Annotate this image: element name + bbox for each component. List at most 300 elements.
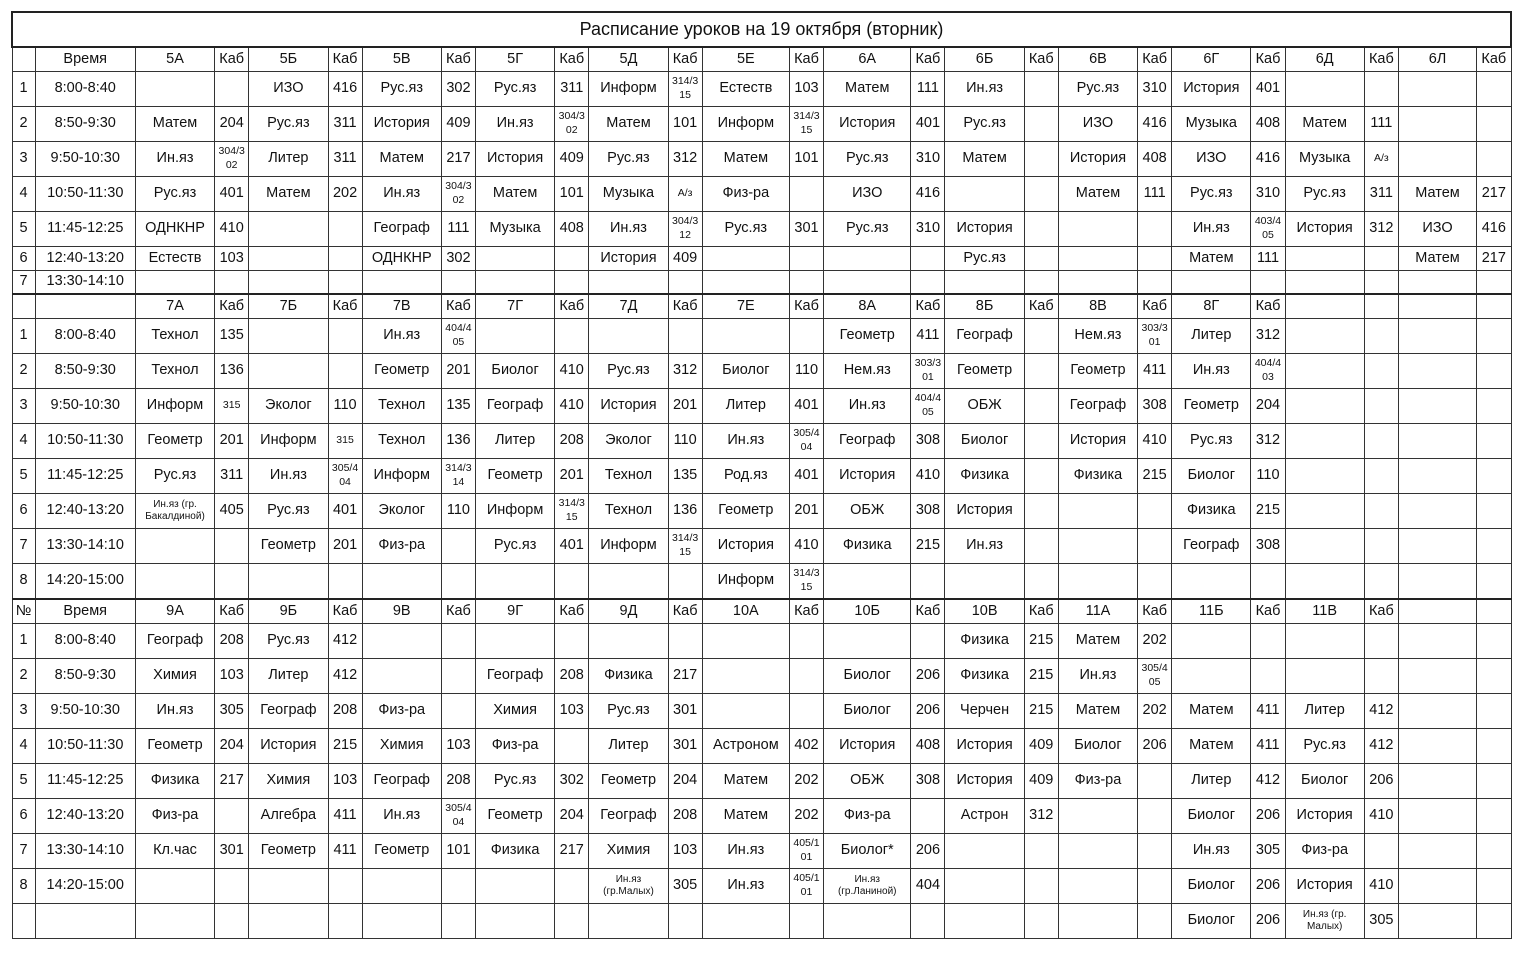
subject-cell (945, 834, 1024, 869)
room-cell: 410 (789, 529, 823, 564)
room-cell (789, 247, 823, 271)
lesson-number: 5 (12, 764, 35, 799)
room-cell (1477, 424, 1511, 459)
room-cell (441, 529, 475, 564)
table-row (12, 459, 1511, 494)
subject-cell: Биолог (1172, 799, 1251, 834)
lesson-number: 6 (12, 494, 35, 529)
subject-cell (475, 564, 554, 600)
room-cell (441, 659, 475, 694)
subject-cell: Геометр (249, 529, 328, 564)
subject-cell: Ин.яз (945, 529, 1024, 564)
room-cell: 110 (1251, 459, 1285, 494)
room-cell: 411 (328, 834, 362, 869)
room-cell (1364, 354, 1398, 389)
room-cell: 217 (441, 142, 475, 177)
room-cell: 401 (215, 177, 249, 212)
room-cell (1364, 319, 1398, 354)
subject-cell (1398, 529, 1476, 564)
room-cell (1477, 142, 1511, 177)
subject-cell: Информ (702, 107, 789, 142)
subject-cell: Матем (1172, 247, 1251, 271)
room-column-header: Каб (441, 599, 475, 624)
room-column-header: Каб (1251, 294, 1285, 319)
subject-cell: Географ (475, 659, 554, 694)
subject-cell: История (945, 494, 1024, 529)
class-column-header: 9А (135, 599, 214, 624)
subject-cell: Литер (1172, 319, 1251, 354)
room-column-header: Каб (441, 294, 475, 319)
room-cell: 408 (911, 729, 945, 764)
subject-cell: Химия (475, 694, 554, 729)
subject-cell (824, 271, 911, 295)
room-cell: 301 (215, 834, 249, 869)
subject-cell (249, 354, 328, 389)
room-column-header: Каб (1364, 599, 1398, 624)
subject-cell (475, 271, 554, 295)
room-cell (1477, 624, 1511, 659)
time-column-header: Время (35, 47, 135, 72)
subject-cell: Информ (702, 564, 789, 600)
room-cell: 404/4 05 (911, 389, 945, 424)
room-cell: 201 (328, 529, 362, 564)
class-column-header: 6В (1058, 47, 1137, 72)
room-cell: 408 (1251, 107, 1285, 142)
subject-cell (362, 564, 441, 600)
lesson-number: 6 (12, 247, 35, 271)
subject-cell: Матем (1058, 694, 1137, 729)
lesson-number: 7 (12, 271, 35, 295)
subject-cell: Матем (362, 142, 441, 177)
room-cell: 304/3 12 (668, 212, 702, 247)
room-cell: 208 (328, 694, 362, 729)
subject-cell: Нем.яз (824, 354, 911, 389)
lesson-time: 13:30-14:10 (35, 529, 135, 564)
subject-cell: ИЗО (1172, 142, 1251, 177)
subject-cell: Матем (135, 107, 214, 142)
lesson-number: 3 (12, 389, 35, 424)
subject-cell: Ин.яз (гр.Ланиной) (824, 869, 911, 904)
room-cell: 404 (911, 869, 945, 904)
room-column-header: Каб (911, 294, 945, 319)
subject-cell: Рус.яз (249, 624, 328, 659)
subject-cell: Физ-ра (702, 177, 789, 212)
subject-cell: Химия (362, 729, 441, 764)
subject-cell: Биолог (1172, 459, 1251, 494)
room-cell (328, 247, 362, 271)
subject-cell (1058, 904, 1137, 939)
room-cell: 305/4 05 (1138, 659, 1172, 694)
subject-cell: Ин.яз (362, 319, 441, 354)
lesson-time: 12:40-13:20 (35, 494, 135, 529)
room-cell (1477, 459, 1511, 494)
room-cell: 312 (1251, 319, 1285, 354)
room-cell (1024, 247, 1058, 271)
room-cell: 410 (555, 389, 589, 424)
room-cell: 410 (1138, 424, 1172, 459)
subject-cell: Географ (589, 799, 668, 834)
subject-cell: Информ (589, 529, 668, 564)
subject-cell (1398, 459, 1476, 494)
subject-cell: Ин.яз (475, 107, 554, 142)
schedule-sheet (11, 11, 1512, 939)
room-cell (441, 624, 475, 659)
subject-cell: Геометр (475, 799, 554, 834)
subject-cell: История (1058, 424, 1137, 459)
room-cell: 302 (441, 247, 475, 271)
room-cell (1364, 834, 1398, 869)
row-number-header (12, 47, 35, 72)
class-column-header: 5Г (475, 47, 554, 72)
subject-cell (1285, 247, 1364, 271)
subject-cell (135, 529, 214, 564)
room-column-header: Каб (1251, 599, 1285, 624)
table-row (12, 529, 1511, 564)
room-cell (1024, 869, 1058, 904)
lesson-number: 8 (12, 564, 35, 600)
lesson-number: 6 (12, 799, 35, 834)
subject-cell: Физ-ра (824, 799, 911, 834)
room-cell (1138, 904, 1172, 939)
subject-cell (135, 271, 214, 295)
room-cell (1138, 764, 1172, 799)
subject-cell: Физика (945, 624, 1024, 659)
subject-cell (1398, 869, 1476, 904)
subject-cell (362, 659, 441, 694)
room-cell: 312 (668, 354, 702, 389)
room-cell: 305/4 04 (328, 459, 362, 494)
subject-cell: Биолог (945, 424, 1024, 459)
subject-cell: Матем (702, 799, 789, 834)
table-row (12, 319, 1511, 354)
subject-cell: Биолог (475, 354, 554, 389)
room-cell: 405/1 01 (789, 869, 823, 904)
subject-cell (1398, 354, 1476, 389)
room-cell (215, 564, 249, 600)
room-cell: 206 (911, 659, 945, 694)
row-number-header (12, 294, 35, 319)
lesson-time: 11:45-12:25 (35, 459, 135, 494)
subject-cell: Физика (945, 459, 1024, 494)
room-cell: 408 (555, 212, 589, 247)
room-cell (1364, 271, 1398, 295)
subject-cell (1398, 424, 1476, 459)
subject-cell: Матем (824, 72, 911, 107)
subject-cell (1172, 659, 1251, 694)
subject-cell: Литер (1172, 764, 1251, 799)
lesson-time: 10:50-11:30 (35, 424, 135, 459)
room-cell (1364, 494, 1398, 529)
room-cell: 304/3 02 (441, 177, 475, 212)
room-cell: 404/4 05 (441, 319, 475, 354)
room-column-header: Каб (1138, 294, 1172, 319)
subject-cell (1285, 424, 1364, 459)
class-column-header: 10В (945, 599, 1024, 624)
room-cell: 310 (911, 212, 945, 247)
room-cell (1477, 694, 1511, 729)
room-cell (668, 319, 702, 354)
room-cell: 103 (789, 72, 823, 107)
subject-cell: Технол (589, 459, 668, 494)
room-cell: 412 (1364, 694, 1398, 729)
room-cell (1251, 659, 1285, 694)
subject-cell (702, 904, 789, 939)
room-cell (1024, 564, 1058, 600)
subject-cell: Информ (475, 494, 554, 529)
room-cell: 101 (441, 834, 475, 869)
room-cell (1138, 564, 1172, 600)
subject-cell: Ин.яз (гр. Малых) (1285, 904, 1364, 939)
section-header-row (12, 294, 1511, 319)
subject-cell (362, 904, 441, 939)
room-cell (555, 729, 589, 764)
subject-cell: Геометр (945, 354, 1024, 389)
room-cell: 401 (789, 389, 823, 424)
subject-cell: Геометр (362, 354, 441, 389)
room-cell: 416 (328, 72, 362, 107)
room-cell: 201 (789, 494, 823, 529)
room-cell: 215 (911, 529, 945, 564)
room-cell (1251, 624, 1285, 659)
table-row (12, 799, 1511, 834)
room-cell: 411 (911, 319, 945, 354)
room-cell: 110 (668, 424, 702, 459)
room-cell (328, 319, 362, 354)
lesson-number: 5 (12, 212, 35, 247)
room-cell: 201 (441, 354, 475, 389)
subject-cell (1285, 354, 1364, 389)
room-cell (1024, 319, 1058, 354)
subject-cell: Ин.яз (135, 694, 214, 729)
room-cell (1138, 247, 1172, 271)
subject-cell: Литер (1285, 694, 1364, 729)
room-cell: 136 (441, 424, 475, 459)
room-column-header (1477, 599, 1511, 624)
room-cell: 315 (328, 424, 362, 459)
subject-cell: Информ (362, 459, 441, 494)
room-cell (441, 869, 475, 904)
room-column-header: Каб (789, 47, 823, 72)
subject-cell: Рус.яз (824, 212, 911, 247)
room-cell: 208 (668, 799, 702, 834)
room-column-header: Каб (1138, 599, 1172, 624)
subject-cell: Физика (824, 529, 911, 564)
lesson-number: 1 (12, 319, 35, 354)
table-row (12, 354, 1511, 389)
subject-cell: Ин.яз (1172, 354, 1251, 389)
subject-cell: Естеств (702, 72, 789, 107)
room-cell: 401 (911, 107, 945, 142)
room-cell: 135 (668, 459, 702, 494)
subject-cell: Геометр (135, 729, 214, 764)
table-row (12, 212, 1511, 247)
class-column-header: 5Е (702, 47, 789, 72)
subject-cell (249, 869, 328, 904)
room-cell: 204 (555, 799, 589, 834)
subject-cell (945, 564, 1024, 600)
room-column-header (1477, 294, 1511, 319)
table-row (12, 107, 1511, 142)
subject-cell (1398, 72, 1476, 107)
room-cell: 401 (1251, 72, 1285, 107)
subject-cell (249, 212, 328, 247)
room-cell: 401 (555, 529, 589, 564)
room-cell: 305 (1364, 904, 1398, 939)
subject-cell: Ин.яз (1058, 659, 1137, 694)
room-cell (555, 904, 589, 939)
room-cell (328, 212, 362, 247)
row-number-header: № (12, 599, 35, 624)
subject-cell: Рус.яз (1285, 177, 1364, 212)
room-cell (1138, 869, 1172, 904)
room-cell (1364, 389, 1398, 424)
table-row (12, 904, 1511, 939)
subject-cell: История (824, 107, 911, 142)
subject-cell (1285, 659, 1364, 694)
subject-cell: Физика (589, 659, 668, 694)
class-column-header: 10А (702, 599, 789, 624)
room-cell: 308 (911, 494, 945, 529)
subject-cell (702, 271, 789, 295)
room-cell: 217 (668, 659, 702, 694)
room-cell: 310 (1138, 72, 1172, 107)
room-cell: 416 (1251, 142, 1285, 177)
room-cell (1364, 424, 1398, 459)
room-column-header: Каб (555, 47, 589, 72)
subject-cell (589, 564, 668, 600)
room-cell: 217 (555, 834, 589, 869)
subject-cell (1285, 389, 1364, 424)
room-column-header: Каб (328, 47, 362, 72)
page-title: Расписание уроков на 19 октября (вторник) (12, 12, 1511, 47)
subject-cell: Физика (1172, 494, 1251, 529)
room-column-header: Каб (328, 599, 362, 624)
room-cell: 215 (1024, 694, 1058, 729)
subject-cell: Физика (1058, 459, 1137, 494)
subject-cell (702, 247, 789, 271)
room-cell: 409 (668, 247, 702, 271)
subject-cell: Ин.яз (гр.Малых) (589, 869, 668, 904)
lesson-time: 14:20-15:00 (35, 869, 135, 904)
room-cell: 401 (789, 459, 823, 494)
room-cell: 404/4 03 (1251, 354, 1285, 389)
subject-cell: Биолог (1285, 764, 1364, 799)
room-cell (911, 564, 945, 600)
room-cell (1364, 624, 1398, 659)
room-cell (1024, 834, 1058, 869)
lesson-number: 4 (12, 424, 35, 459)
subject-cell: Рус.яз (824, 142, 911, 177)
room-column-header: Каб (668, 599, 702, 624)
class-column-header: 10Б (824, 599, 911, 624)
class-column-header: 11Б (1172, 599, 1251, 624)
room-cell: 111 (911, 72, 945, 107)
subject-cell: Черчен (945, 694, 1024, 729)
lesson-number: 2 (12, 659, 35, 694)
subject-cell: Литер (249, 659, 328, 694)
room-cell: 204 (215, 107, 249, 142)
time-column-header: Время (35, 599, 135, 624)
room-cell: 103 (215, 247, 249, 271)
subject-cell (702, 624, 789, 659)
subject-cell: Естеств (135, 247, 214, 271)
room-cell: 304/3 02 (215, 142, 249, 177)
subject-cell: ИЗО (249, 72, 328, 107)
room-column-header: Каб (1024, 294, 1058, 319)
room-cell (789, 319, 823, 354)
subject-cell: ИЗО (824, 177, 911, 212)
room-cell (911, 271, 945, 295)
subject-cell (1285, 494, 1364, 529)
class-column-header: 7А (135, 294, 214, 319)
class-column-header: 7В (362, 294, 441, 319)
room-cell (668, 271, 702, 295)
room-cell: 310 (1251, 177, 1285, 212)
subject-cell: Физ-ра (362, 529, 441, 564)
room-cell: 409 (1024, 729, 1058, 764)
room-cell (1364, 529, 1398, 564)
subject-cell: Матем (945, 142, 1024, 177)
subject-cell: Ин.яз (824, 389, 911, 424)
subject-cell (362, 271, 441, 295)
room-column-header: Каб (555, 294, 589, 319)
subject-cell: Матем (1058, 624, 1137, 659)
room-cell: 135 (441, 389, 475, 424)
room-cell: 416 (1138, 107, 1172, 142)
subject-cell: История (824, 459, 911, 494)
lesson-number: 5 (12, 459, 35, 494)
lesson-time: 9:50-10:30 (35, 694, 135, 729)
subject-cell: Ин.яз (362, 799, 441, 834)
room-cell (215, 529, 249, 564)
subject-cell: Матем (1285, 107, 1364, 142)
subject-cell: Химия (249, 764, 328, 799)
room-column-header: Каб (1138, 47, 1172, 72)
subject-cell: Технол (135, 319, 214, 354)
subject-cell (945, 869, 1024, 904)
room-cell: 412 (328, 659, 362, 694)
subject-cell: Рус.яз (135, 459, 214, 494)
room-cell: 311 (215, 459, 249, 494)
subject-cell (1398, 764, 1476, 799)
subject-cell: Матем (249, 177, 328, 212)
class-column-header: 9Г (475, 599, 554, 624)
subject-cell (589, 319, 668, 354)
room-cell: 411 (1251, 694, 1285, 729)
subject-cell (589, 624, 668, 659)
subject-cell: Литер (249, 142, 328, 177)
room-cell (441, 694, 475, 729)
room-cell: 403/4 05 (1251, 212, 1285, 247)
lesson-time: 8:00-8:40 (35, 72, 135, 107)
subject-cell (362, 624, 441, 659)
subject-cell: Ин.яз (589, 212, 668, 247)
room-cell (1138, 212, 1172, 247)
room-cell: 305 (1251, 834, 1285, 869)
class-column-header (1285, 294, 1364, 319)
lesson-number: 2 (12, 107, 35, 142)
room-cell: 201 (215, 424, 249, 459)
table-row (12, 177, 1511, 212)
subject-cell (1058, 799, 1137, 834)
room-cell (789, 177, 823, 212)
class-column-header: 11В (1285, 599, 1364, 624)
subject-cell: Литер (475, 424, 554, 459)
room-cell: 206 (1251, 799, 1285, 834)
subject-cell (362, 869, 441, 904)
room-cell: 308 (911, 764, 945, 799)
subject-cell (702, 659, 789, 694)
